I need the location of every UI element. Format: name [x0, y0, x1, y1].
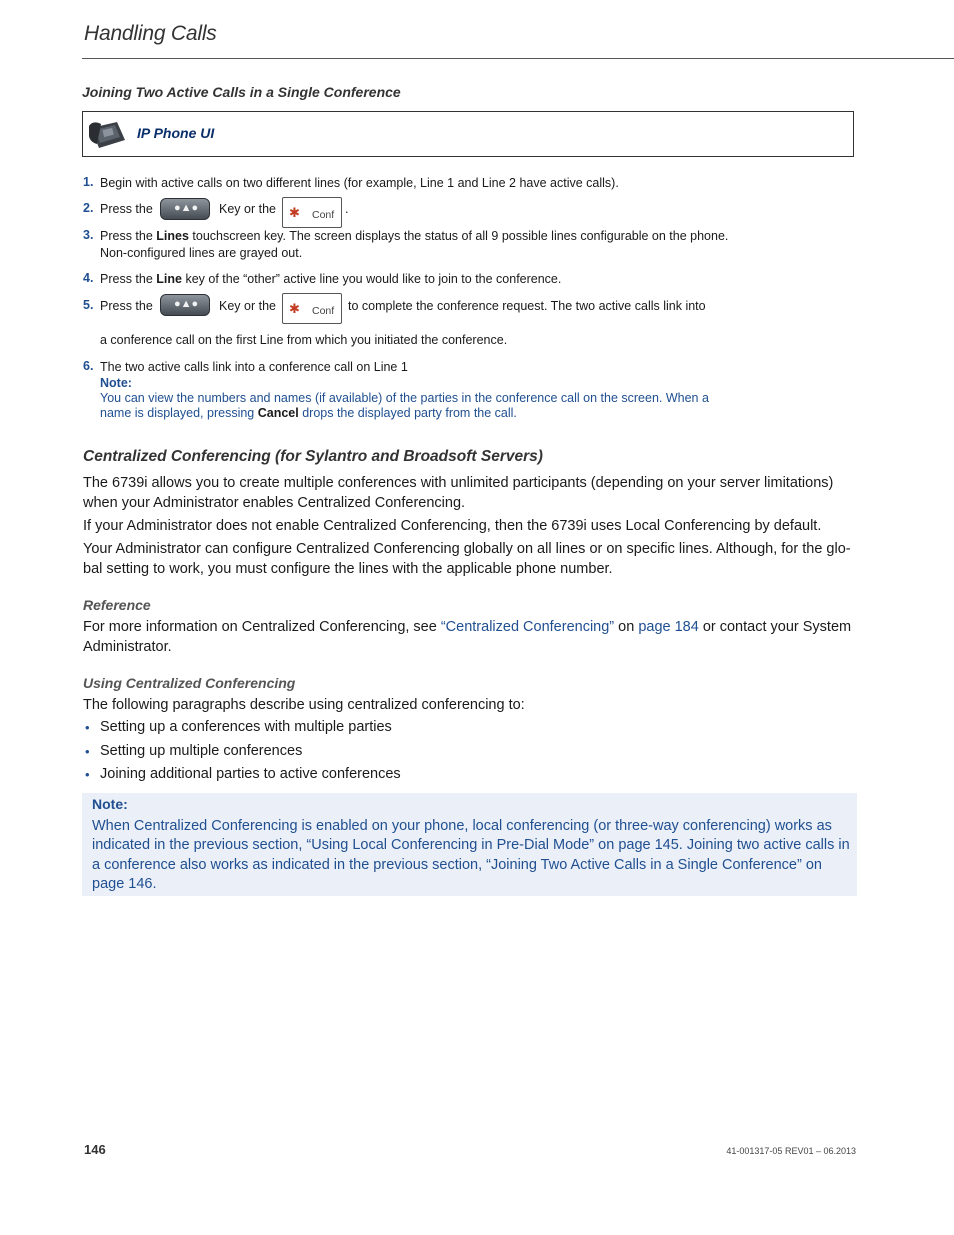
list-item: Joining additional parties to active conferences: [100, 766, 401, 782]
conference-hard-key[interactable]: [160, 198, 210, 220]
step-number: 3.: [83, 228, 94, 242]
step-note-line2: name is displayed, pressing Cancel drops the displayed party from the call.: [100, 406, 517, 420]
paragraph: If your Administrator does not enable Centralized Conferencing, then the 6739i uses Local Conferencing by default.: [83, 518, 822, 534]
step-note: [100, 376, 709, 421]
bullet-icon: •: [85, 720, 90, 735]
ip-phone-ui-box: [82, 111, 854, 157]
subsection-heading: Joining Two Active Calls in a Single Conference: [82, 84, 401, 100]
using-intro: The following paragraphs describe using centralized conferencing to:: [83, 697, 525, 713]
conference-hard-key[interactable]: [160, 294, 210, 316]
conference-people-icon: ●▲●: [174, 202, 199, 214]
step-number: 4.: [83, 271, 94, 285]
conf-softkey-label: Conf: [312, 305, 335, 317]
step-number: 2.: [83, 201, 94, 215]
conference-softkey-icon: ✱: [289, 205, 300, 220]
centralized-conferencing-link[interactable]: “Centralized Conferencing”: [440, 619, 615, 635]
conference-softkey-icon: ✱: [289, 301, 300, 316]
desk-phone-icon: [87, 118, 127, 155]
bullet-icon: •: [85, 767, 90, 782]
lines-key-name: Lines: [156, 229, 189, 243]
note-title: Note:: [92, 796, 128, 812]
step-number: 6.: [83, 359, 94, 373]
step-text: Begin with active calls on two different lines (for example, Line 1 and Line 2 have active calls).: [100, 176, 619, 190]
page-146-link[interactable]: page 146: [92, 875, 153, 892]
reference-paragraph: For more information on Centralized Conferencing, see “Centralized Conferencing” on page 184 or contact your System Administrator.: [83, 619, 852, 655]
note-body: When Centralized Conferencing is enabled on your phone, local conferencing (or three-way conferencing) works as indicated in the previous section, “Using Local Conferencing in Pre-Dial Mode” on page 145. Joining two active calls in a conference also works as indicated in the previous section, “Joining Two Active Calls in a Single Conference” on page 146.: [92, 818, 850, 892]
step-note-line1: You can view the numbers and names (if available) of the parties in the conference call on the screen. When a: [100, 391, 709, 405]
list-item: Setting up a conferences with multiple parties: [100, 719, 392, 735]
step-text-post: to complete the conference request. The two active calls link into: [348, 299, 706, 313]
using-heading: Using Centralized Conferencing: [83, 675, 296, 691]
step-text: Press the Line key of the “other” active line you would like to join to the conference.: [100, 272, 562, 286]
reference-heading: Reference: [83, 597, 151, 613]
conf-softkey[interactable]: [282, 197, 342, 228]
page-number: 146: [84, 1142, 106, 1157]
paragraph: Your Administrator can configure Centralized Conferencing globally on all lines or on specific lines. Although, for the glo-bal setting to work, you must configure the lines with the applicable phone number.: [83, 541, 851, 577]
conference-people-icon: ●▲●: [174, 298, 199, 310]
step-number: 1.: [83, 175, 94, 189]
ui-box-label: IP Phone UI: [137, 125, 215, 141]
document-id: 41-001317-05 REV01 – 06.2013: [726, 1146, 856, 1156]
step-text-line2: a conference call on the first Line from which you initiated the conference.: [100, 333, 508, 347]
line-key-name: Line: [156, 272, 182, 286]
conf-softkey[interactable]: [282, 293, 342, 324]
step-text-line2: Non-configured lines are grayed out.: [100, 246, 303, 260]
note-box: [82, 793, 857, 896]
step-text: The two active calls link into a conference call on Line 1: [100, 360, 408, 374]
step-text: Press the Lines touchscreen key. The screen displays the status of all 9 possible lines configurable on the phone.: [100, 229, 729, 243]
conf-softkey-label: Conf: [312, 209, 335, 221]
joining-two-calls-link[interactable]: “Joining Two Active Calls in a Single Conference”: [486, 856, 802, 873]
step-text-pre: Press the: [100, 299, 153, 313]
local-conferencing-link[interactable]: “Using Local Conferencing in Pre-Dial Mode”: [306, 837, 595, 854]
step-note-title: Note:: [100, 376, 132, 390]
page-145-link[interactable]: page 145: [618, 837, 679, 854]
section-heading: Centralized Conferencing (for Sylantro and Broadsoft Servers): [83, 448, 543, 465]
page-184-link[interactable]: page 184: [638, 619, 699, 635]
step-text-post: .: [345, 202, 349, 216]
list-item: Setting up multiple conferences: [100, 743, 303, 759]
page-header-title: Handling Calls: [84, 22, 217, 45]
step-text-pre: Press the: [100, 202, 153, 216]
step-text-mid: Key or the: [219, 202, 276, 216]
step-text-mid: Key or the: [219, 299, 276, 313]
step-number: 5.: [83, 298, 94, 312]
header-divider: [82, 58, 954, 59]
paragraph: The 6739i allows you to create multiple conferences with unlimited participants (depending on your server limitations) when your Administrator enables Centralized Conferencing.: [83, 475, 834, 511]
bullet-icon: •: [85, 744, 90, 759]
cancel-key-name: Cancel: [257, 406, 299, 420]
